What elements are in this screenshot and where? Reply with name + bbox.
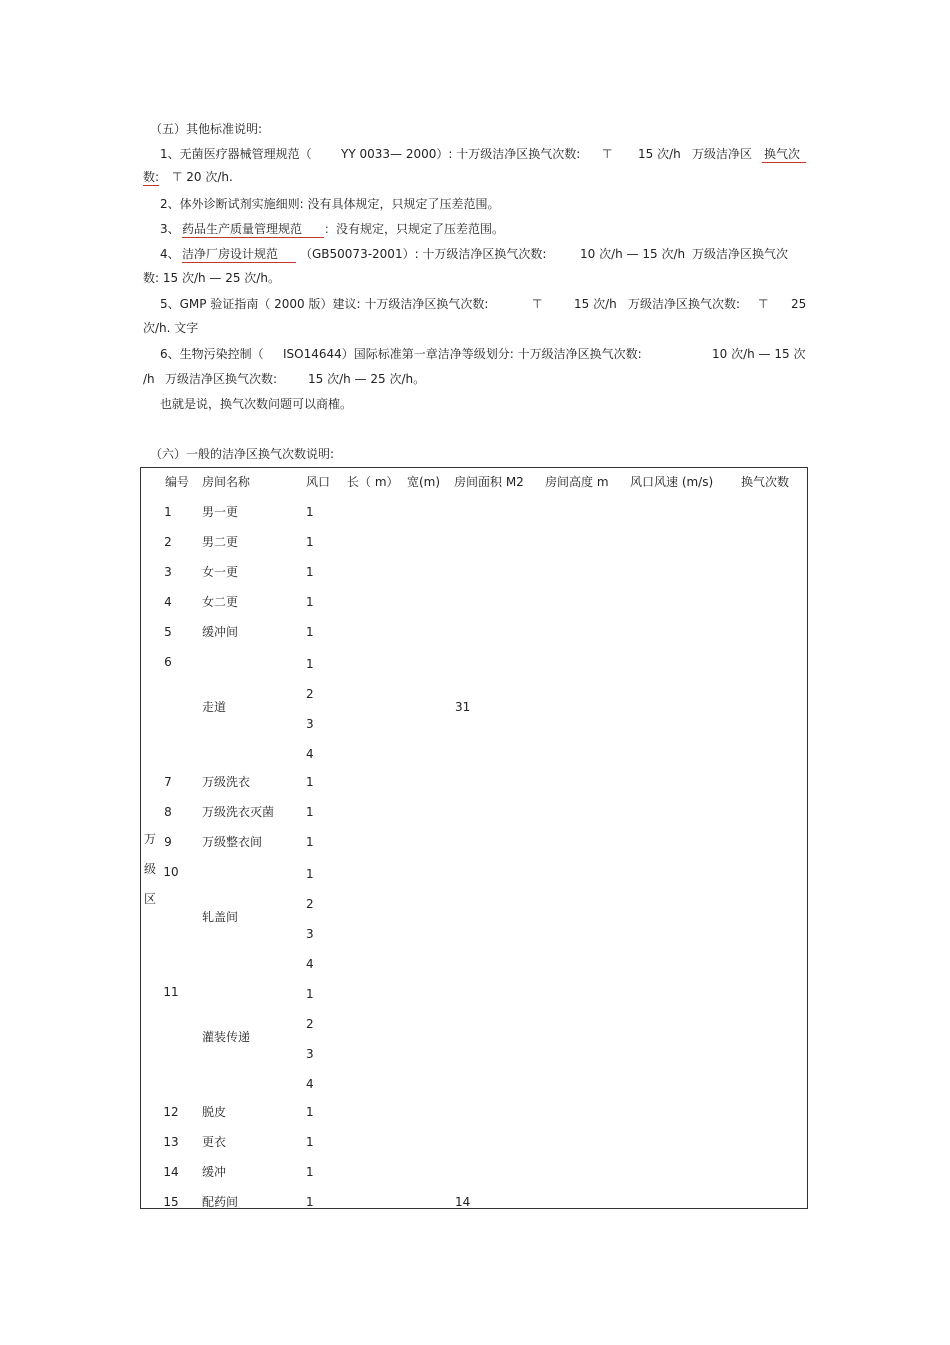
- item3-b: 药品生产质量管理规范: [182, 222, 303, 236]
- row-outlet: 1: [306, 505, 314, 519]
- item5-b: ⊤: [532, 297, 543, 311]
- row-outlet: 4: [306, 747, 314, 761]
- row-outlet: 1: [306, 805, 314, 819]
- row-number: 7: [164, 775, 172, 789]
- item2: 2、体外诊断试剂实施细则: 没有具体规定，只规定了压差范围。: [160, 197, 500, 211]
- header-no: 编号: [165, 475, 190, 489]
- row-number: 5: [164, 625, 172, 639]
- item5-g: 次/h. 文字: [143, 321, 199, 335]
- row-outlet: 1: [306, 775, 314, 789]
- row-outlet: 3: [306, 1047, 314, 1061]
- item1-d: 15 次/h: [638, 147, 681, 161]
- row-area: 31: [455, 700, 471, 714]
- section5-heading: （五）其他标准说明:: [150, 122, 263, 136]
- header-length: 长（ m）: [347, 475, 399, 489]
- item6-b: ISO14644）国际标准第一章洁净等级划分: 十万级洁净区换气次数:: [283, 347, 642, 361]
- header-outlet: 风口: [306, 475, 331, 489]
- row-outlet: 1: [306, 1165, 314, 1179]
- row-number: 11: [163, 985, 179, 999]
- item1-underline-1: [762, 162, 806, 163]
- row-room-name: 灌装传递: [202, 1030, 251, 1044]
- row-room-name: 配药间: [202, 1195, 239, 1209]
- item5-e: ⊤: [758, 297, 769, 311]
- item4-underline: [182, 262, 296, 263]
- row-outlet: 1: [306, 987, 314, 1001]
- row-room-name: 轧盖间: [202, 910, 239, 924]
- item1-b: YY 0033— 2000）: 十万级洁净区换气次数:: [341, 147, 581, 161]
- row-number: 15: [163, 1195, 179, 1209]
- row-number: 3: [164, 565, 172, 579]
- header-room-name: 房间名称: [202, 475, 251, 489]
- item6-c: 10 次/h — 15 次: [712, 347, 806, 361]
- row-number: 14: [163, 1165, 179, 1179]
- zone-label-char: 区: [144, 892, 157, 906]
- row-outlet: 2: [306, 687, 314, 701]
- row-room-name: 女一更: [202, 565, 239, 579]
- row-outlet: 1: [306, 1135, 314, 1149]
- item3-underline: [182, 237, 324, 238]
- zone-label-char: 级: [144, 862, 157, 876]
- section6-heading: （六）一般的洁净区换气次数说明:: [150, 447, 335, 461]
- row-room-name: 缓冲: [202, 1165, 227, 1179]
- row-outlet: 1: [306, 595, 314, 609]
- item1-f: 换气次: [764, 147, 801, 161]
- row-number: 1: [164, 505, 172, 519]
- item5-f: 25: [791, 297, 807, 311]
- row-outlet: 3: [306, 717, 314, 731]
- row-outlet: 1: [306, 867, 314, 881]
- row-room-name: 万级洗衣: [202, 775, 251, 789]
- zone-label-char: 万: [144, 832, 157, 846]
- item1-a: 1、无菌医疗器械管理规范（: [160, 147, 312, 161]
- item6-d: /h: [143, 372, 155, 386]
- item6-a: 6、生物污染控制（: [160, 347, 264, 361]
- row-room-name: 女二更: [202, 595, 239, 609]
- row-number: 13: [163, 1135, 179, 1149]
- row-outlet: 1: [306, 657, 314, 671]
- item5-c: 15 次/h: [574, 297, 617, 311]
- row-outlet: 1: [306, 835, 314, 849]
- row-outlet: 4: [306, 957, 314, 971]
- item4-f: 数: 15 次/h — 25 次/h。: [143, 271, 280, 285]
- item6-f: 15 次/h — 25 次/h。: [308, 372, 426, 386]
- row-outlet: 1: [306, 625, 314, 639]
- row-room-name: 男一更: [202, 505, 239, 519]
- item1-g: 数:: [143, 170, 160, 184]
- header-air-changes: 换气次数: [741, 475, 790, 489]
- item1-h: ⊤ 20 次/h.: [172, 170, 233, 184]
- row-outlet: 1: [306, 565, 314, 579]
- summary: 也就是说，换气次数问题可以商榷。: [160, 397, 353, 411]
- row-outlet: 1: [306, 535, 314, 549]
- row-outlet: 2: [306, 897, 314, 911]
- item6-e: 万级洁净区换气次数:: [165, 372, 278, 386]
- row-outlet: 2: [306, 1017, 314, 1031]
- header-velocity: 风口风速 (m/s): [630, 475, 714, 489]
- row-outlet: 1: [306, 1105, 314, 1119]
- item4-b: 洁净厂房设计规范: [182, 247, 279, 261]
- row-room-name: 男二更: [202, 535, 239, 549]
- header-area: 房间面积 M2: [454, 475, 524, 489]
- item3-c: ：没有规定，只规定了压差范围。: [324, 222, 505, 236]
- header-height: 房间高度 m: [545, 475, 609, 489]
- row-room-name: 脱皮: [202, 1105, 227, 1119]
- item4-a: 4、: [160, 247, 180, 261]
- item4-d: 10 次/h — 15 次/h: [580, 247, 686, 261]
- row-room-name: 缓冲间: [202, 625, 239, 639]
- row-room-name: 万级洗衣灭菌: [202, 805, 275, 819]
- item1-underline-2: [143, 185, 159, 186]
- header-width: 宽(m): [407, 475, 441, 489]
- row-number: 9: [164, 835, 172, 849]
- row-outlet: 1: [306, 1195, 314, 1209]
- item4-e: 万级洁净区换气次: [692, 247, 789, 261]
- row-number: 2: [164, 535, 172, 549]
- row-outlet: 4: [306, 1077, 314, 1091]
- row-number: 10: [163, 865, 179, 879]
- item1-c: ⊤: [602, 147, 613, 161]
- item4-c: （GB50073-2001）: 十万级洁净区换气次数:: [300, 247, 547, 261]
- row-number: 8: [164, 805, 172, 819]
- row-room-name: 万级整衣间: [202, 835, 263, 849]
- item3-a: 3、: [160, 222, 180, 236]
- item1-e: 万级洁净区: [692, 147, 753, 161]
- row-room-name: 更衣: [202, 1135, 227, 1149]
- row-room-name: 走道: [202, 700, 227, 714]
- item5-a: 5、GMP 验证指南（ 2000 版）建议: 十万级洁净区换气次数:: [160, 297, 489, 311]
- row-outlet: 3: [306, 927, 314, 941]
- row-area: 14: [455, 1195, 471, 1209]
- row-number: 6: [164, 655, 172, 669]
- row-number: 12: [163, 1105, 179, 1119]
- row-number: 4: [164, 595, 172, 609]
- item5-d: 万级洁净区换气次数:: [628, 297, 741, 311]
